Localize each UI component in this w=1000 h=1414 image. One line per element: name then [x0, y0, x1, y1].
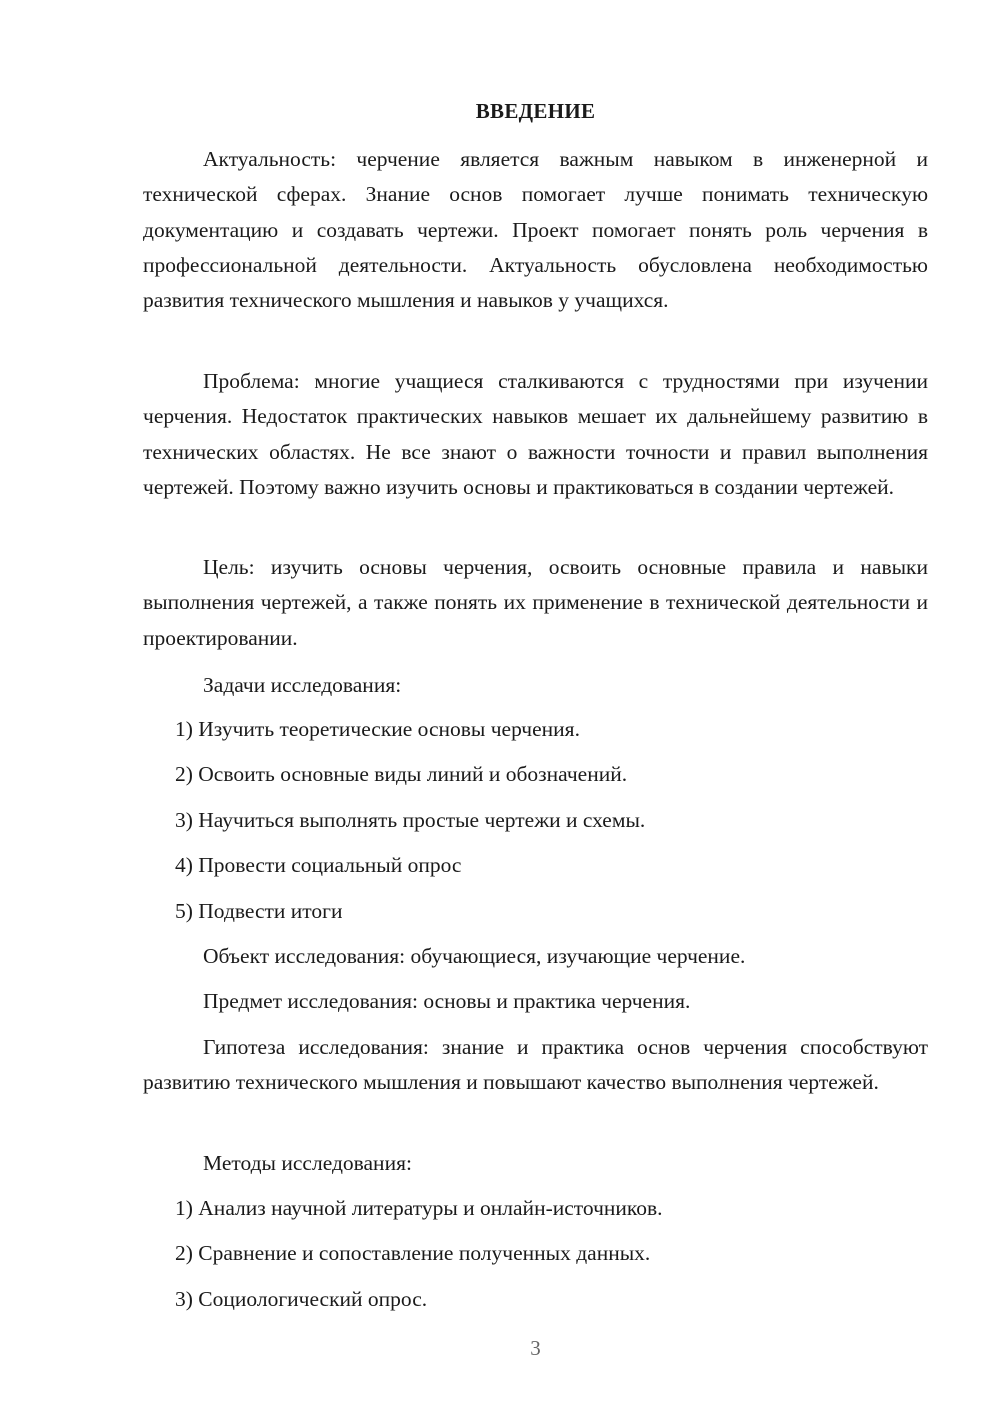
task-item: 5) Подвести итоги [175, 899, 343, 923]
method-item: 2) Сравнение и сопоставление полученных данных. [175, 1241, 651, 1265]
method-item: 3) Социологический опрос. [175, 1287, 428, 1311]
task-item: 2) Освоить основные виды линий и обозначений. [175, 762, 628, 786]
problem-paragraph: Проблема: многие учащиеся сталкиваются с трудностями при изучении черчения. Недостаток практических навыков мешает их дальнейшему развитию в технических областях. Не все знают о важности точности и правил выполнения чертежей. Поэтому важно изучить основы и практиковаться в создании чертежей. [143, 369, 928, 499]
relevance-paragraph: Актуальность: черчение является важным навыком в инженерной и технической сферах. Знание основ помогает лучше понимать техническую документацию и создавать чертежи. Проект помогает понять роль черчения в профессиональной деятельности. Актуальность обусловлена необходимостью развития технического мышления и навыков у учащихся. [143, 147, 928, 313]
page-title: ВВЕДЕНИЕ [475, 99, 596, 123]
method-item: 1) Анализ научной литературы и онлайн-источников. [175, 1196, 663, 1220]
task-item: 4) Провести социальный опрос [175, 853, 462, 877]
research-subject: Предмет исследования: основы и практика черчения. [203, 989, 691, 1013]
research-object: Объект исследования: обучающиеся, изучающие черчение. [203, 944, 746, 968]
tasks-heading: Задачи исследования: [203, 673, 402, 697]
hypothesis-paragraph: Гипотеза исследования: знание и практика основ черчения способствуют развитию технического мышления и повышают качество выполнения чертежей. [143, 1035, 928, 1095]
task-item: 3) Научиться выполнять простые чертежи и схемы. [175, 808, 646, 832]
page-number: 3 [530, 1336, 541, 1360]
task-item: 1) Изучить теоретические основы черчения. [175, 717, 580, 741]
goal-paragraph: Цель: изучить основы черчения, освоить основные правила и навыки выполнения чертежей, а также понять их применение в технической деятельности и проектировании. [143, 555, 928, 650]
methods-heading: Методы исследования: [203, 1151, 412, 1175]
